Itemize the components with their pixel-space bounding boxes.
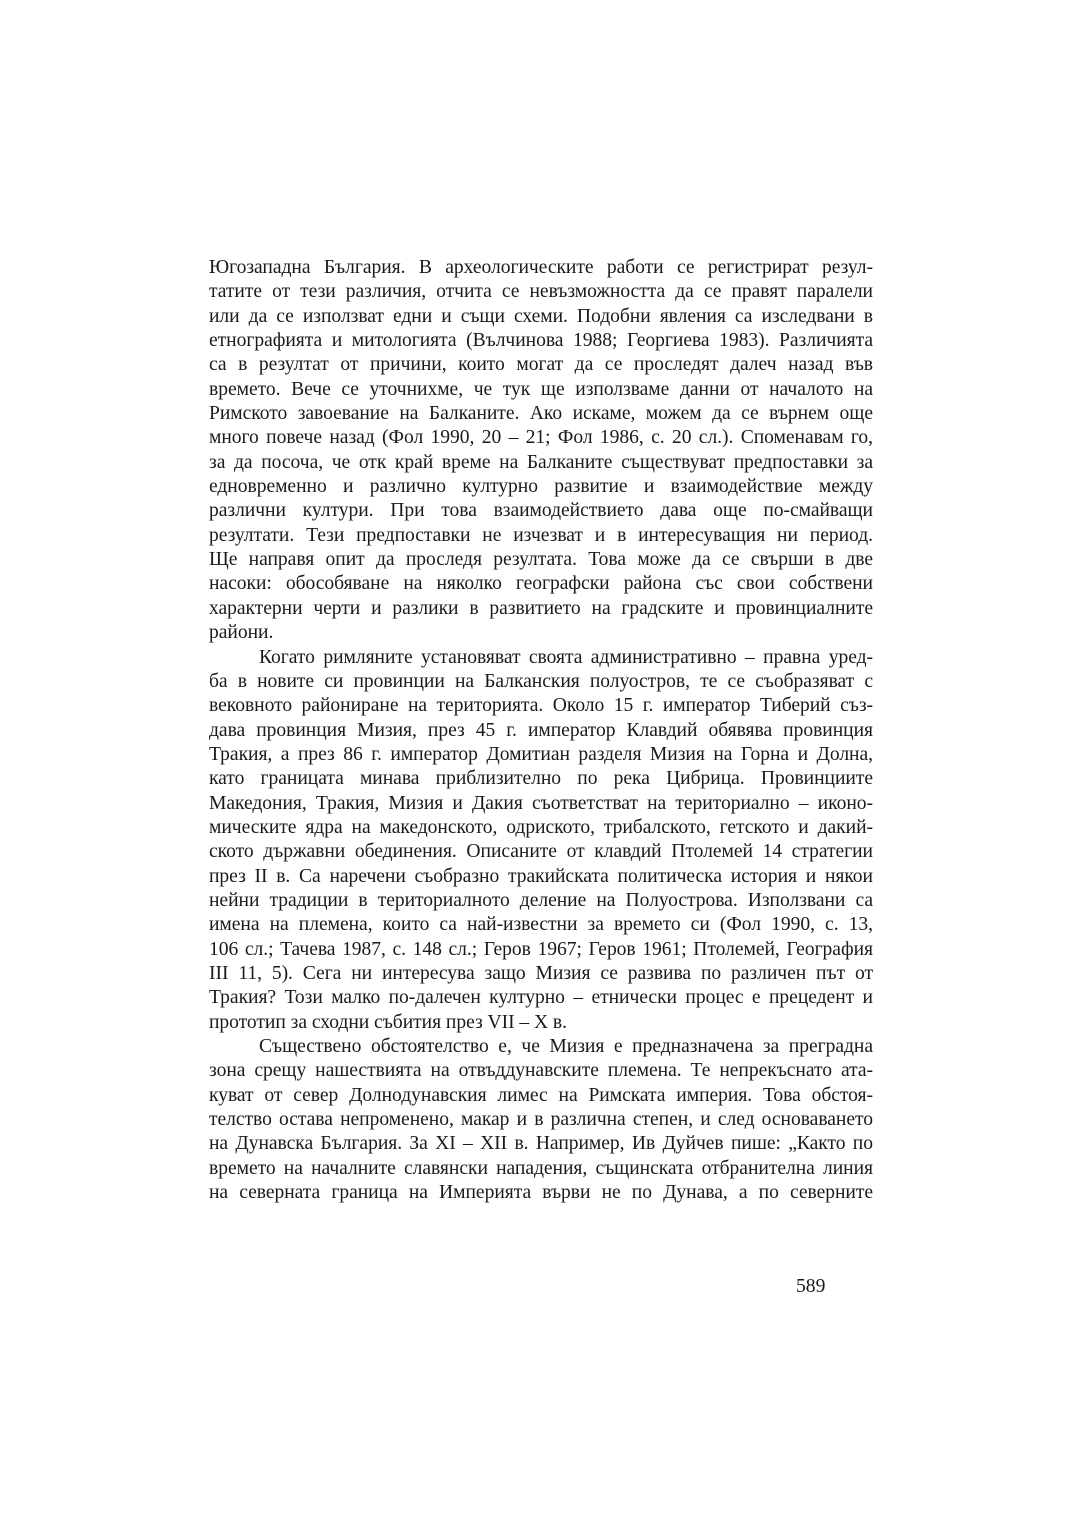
text-line: нейни традиции в териториалното деление на Полуострова. Използвани са (209, 889, 873, 911)
text-line: времето. Вече се уточнихме, че тук ще използваме данни от началото на (209, 378, 873, 400)
text-line: като границата минава приблизително по река Цибрица. Провинциите (209, 768, 873, 790)
text-line: Ще направя опит да проследя резултата. Това може да се свърши в две (209, 549, 873, 571)
text-line: Македония, Тракия, Мизия и Дакия съответстват на териториално – иконо- (209, 792, 873, 814)
text-line: татите от тези различия, отчита се невъзможността да се правят паралели (209, 281, 873, 303)
text-line: вековното райониране на територията. Около 15 г. император Тиберий съз- (209, 695, 873, 717)
text-line: зона срещу нашествията на отвъддунавските племена. Те непрекъснато ата- (209, 1060, 873, 1082)
text-line: III 11, 5). Сега ни интересува защо Мизия се развива по различен път от (209, 962, 873, 984)
text-line: за да посоча, че отк край време на Балканите съществуват предпоставки за (209, 451, 873, 473)
text-line: ското държавни обединения. Описаните от клавдий Птолемей 14 стратегии (209, 841, 873, 863)
text-line: или да се използват едни и същи схеми. Подобни явления са изследвани в (209, 305, 873, 327)
text-line: Югозападна България. В археологическите работи се регистрират резул- (209, 257, 873, 278)
text-line: дава провинция Мизия, през 45 г. император Клавдий обявява провинция (209, 719, 873, 741)
text-line: куват от север Долнодунавския лимес на Римската империя. Това обстоя- (209, 1084, 873, 1106)
text-line: имена на племена, които са най-известни за времето си (Фол 1990, с. 13, (209, 914, 873, 936)
text-line: едновременно и различно културно развитие и взаимодействие между (209, 476, 873, 498)
text-line: мическите ядра на македонското, одриското, трибалското, гетското и дакий- (209, 816, 873, 838)
text-line: телство остава непроменено, макар и в различна степен, и след основаването (209, 1109, 873, 1131)
text-line: резултати. Тези предпоставки не изчезват и в интересуващия ни период. (209, 524, 873, 546)
text-line: много повече назад (Фол 1990, 20 – 21; Фол 1986, с. 20 сл.). Споменавам го, (209, 427, 873, 449)
paragraph-1 (209, 256, 873, 646)
text-line: през II в. Са наречени съобразно тракийската политическа история и някои (209, 865, 873, 887)
paragraph-2 (209, 646, 873, 1036)
paragraph-3 (209, 1035, 873, 1205)
text-line: ба в новите си провинции на Балканския полуостров, те се съобразяват с (209, 670, 873, 692)
text-line: различни култури. При това взаимодействието дава още по-смайващи (209, 500, 873, 522)
body-text (209, 256, 873, 1205)
text-line: насоки: обособяване на няколко географски района със свои собствени (209, 573, 873, 595)
text-line: Когато римляните установяват своята административно – правна уред- (259, 646, 873, 668)
text-line: 106 сл.; Тачева 1987, с. 148 сл.; Геров 1967; Геров 1961; Птолемей, География (209, 938, 873, 960)
text-line: са в резултат от причини, които могат да се проследят далеч назад във (209, 354, 873, 376)
text-line: на северната граница на Империята върви не по Дунава, а по северните (209, 1182, 873, 1204)
text-line: райони. (209, 622, 274, 644)
text-line: Тракия? Този малко по-далечен културно – етнически процес е прецедент и (209, 987, 873, 1009)
text-line: прототип за сходни събития през VII – X в. (209, 1011, 567, 1033)
text-line: етнографията и митологията (Вълчинова 1988; Георгиева 1983). Различията (209, 330, 873, 352)
text-line: на Дунавска България. За XI – XII в. Например, Ив Дуйчев пише: „Както по (209, 1133, 873, 1155)
text-line: Римското завоевание на Балканите. Ако искаме, можем да се върнем още (209, 403, 873, 425)
text-line: Съществено обстоятелство е, че Мизия е предназначена за преградна (259, 1036, 873, 1057)
text-line: характерни черти и разлики в развитието на градските и провинциалните (209, 597, 873, 619)
text-line: времето на началните славянски нападения, същинската отбранителна линия (209, 1157, 873, 1179)
page-number: 589 (796, 1276, 826, 1297)
text-line: Тракия, а през 86 г. император Домитиан разделя Мизия на Горна и Долна, (209, 743, 873, 765)
